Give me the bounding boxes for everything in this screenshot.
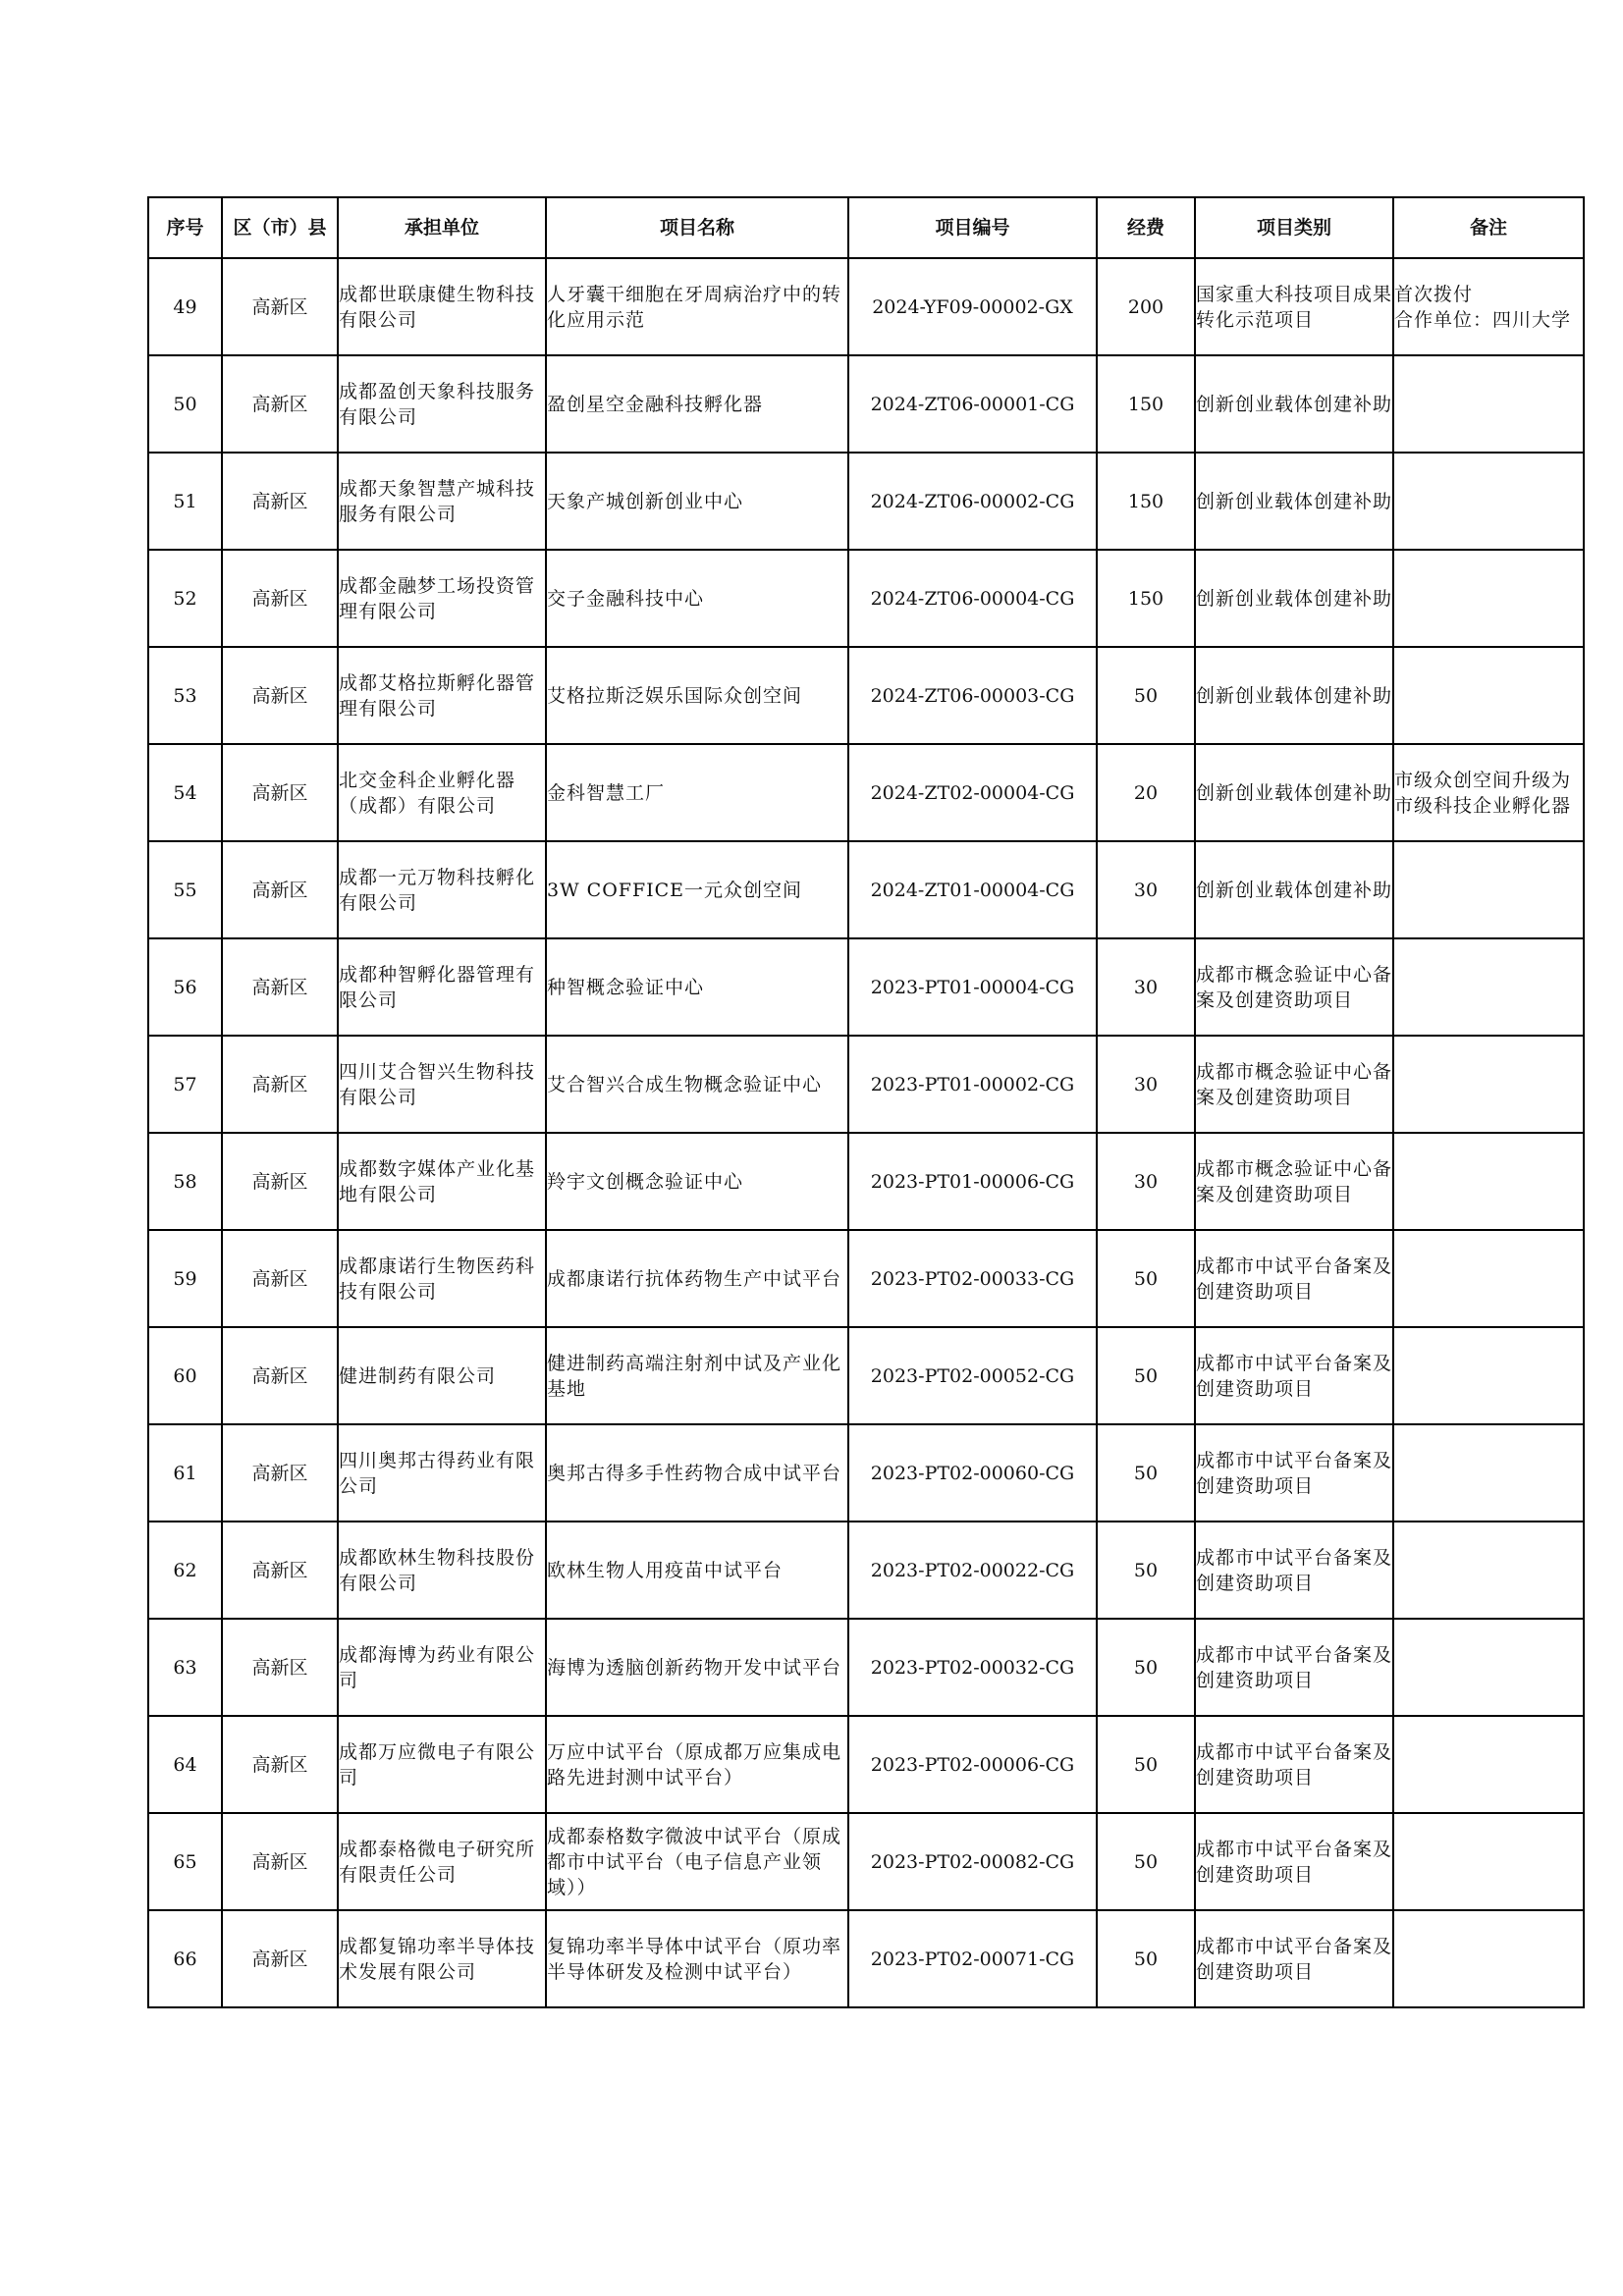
table-row	[148, 938, 1584, 1036]
cell-district: 高新区	[222, 1716, 338, 1813]
table-row	[148, 1230, 1584, 1327]
cell-project-code: 2023-PT01-00002-CG	[848, 1036, 1097, 1133]
cell-district: 高新区	[222, 1619, 338, 1716]
cell-seq: 62	[148, 1522, 222, 1619]
cell-remark	[1393, 1910, 1584, 2007]
cell-project-name: 种智概念验证中心	[546, 938, 848, 1036]
cell-remark	[1393, 1716, 1584, 1813]
cell-category: 成都市中试平台备案及创建资助项目	[1195, 1619, 1393, 1716]
cell-remark	[1393, 1327, 1584, 1424]
table-row	[148, 1133, 1584, 1230]
cell-project-name: 成都康诺行抗体药物生产中试平台	[546, 1230, 848, 1327]
cell-category: 成都市概念验证中心备案及创建资助项目	[1195, 938, 1393, 1036]
cell-fund: 50	[1097, 1424, 1195, 1522]
cell-seq: 59	[148, 1230, 222, 1327]
cell-project-code: 2023-PT02-00033-CG	[848, 1230, 1097, 1327]
cell-district: 高新区	[222, 355, 338, 453]
cell-project-code: 2023-PT02-00006-CG	[848, 1716, 1097, 1813]
cell-remark	[1393, 1522, 1584, 1619]
cell-unit: 北交金科企业孵化器（成都）有限公司	[338, 744, 546, 841]
cell-project-name: 健进制药高端注射剂中试及产业化基地	[546, 1327, 848, 1424]
cell-seq: 55	[148, 841, 222, 938]
cell-project-name: 人牙囊干细胞在牙周病治疗中的转化应用示范	[546, 258, 848, 355]
cell-unit: 成都种智孵化器管理有限公司	[338, 938, 546, 1036]
cell-unit: 成都万应微电子有限公司	[338, 1716, 546, 1813]
header-category: 项目类别	[1195, 197, 1393, 258]
cell-category: 创新创业载体创建补助	[1195, 550, 1393, 647]
cell-seq: 64	[148, 1716, 222, 1813]
table-row	[148, 355, 1584, 453]
cell-project-name: 海博为透脑创新药物开发中试平台	[546, 1619, 848, 1716]
cell-unit: 成都复锦功率半导体技术发展有限公司	[338, 1910, 546, 2007]
cell-category: 创新创业载体创建补助	[1195, 647, 1393, 744]
cell-fund: 50	[1097, 1230, 1195, 1327]
cell-unit: 健进制药有限公司	[338, 1327, 546, 1424]
cell-remark	[1393, 550, 1584, 647]
cell-category: 创新创业载体创建补助	[1195, 355, 1393, 453]
header-remark: 备注	[1393, 197, 1584, 258]
cell-fund: 200	[1097, 258, 1195, 355]
cell-unit: 成都艾格拉斯孵化器管理有限公司	[338, 647, 546, 744]
cell-remark: 首次拨付 合作单位：四川大学	[1393, 258, 1584, 355]
cell-fund: 30	[1097, 1036, 1195, 1133]
cell-district: 高新区	[222, 1522, 338, 1619]
cell-project-code: 2023-PT02-00032-CG	[848, 1619, 1097, 1716]
cell-fund: 30	[1097, 1133, 1195, 1230]
cell-unit: 成都欧林生物科技股份有限公司	[338, 1522, 546, 1619]
cell-district: 高新区	[222, 1133, 338, 1230]
header-district: 区（市）县	[222, 197, 338, 258]
table-row	[148, 1327, 1584, 1424]
cell-district: 高新区	[222, 1910, 338, 2007]
cell-project-code: 2024-ZT06-00001-CG	[848, 355, 1097, 453]
cell-unit: 成都海博为药业有限公司	[338, 1619, 546, 1716]
cell-project-code: 2023-PT01-00006-CG	[848, 1133, 1097, 1230]
table-row	[148, 550, 1584, 647]
cell-district: 高新区	[222, 453, 338, 550]
table-body	[148, 258, 1584, 2007]
cell-district: 高新区	[222, 1813, 338, 1910]
cell-district: 高新区	[222, 1424, 338, 1522]
table-row	[148, 453, 1584, 550]
cell-unit: 成都数字媒体产业化基地有限公司	[338, 1133, 546, 1230]
cell-project-code: 2024-ZT01-00004-CG	[848, 841, 1097, 938]
cell-project-name: 复锦功率半导体中试平台（原功率半导体研发及检测中试平台）	[546, 1910, 848, 2007]
cell-category: 成都市中试平台备案及创建资助项目	[1195, 1910, 1393, 2007]
cell-unit: 成都金融梦工场投资管理有限公司	[338, 550, 546, 647]
cell-category: 成都市中试平台备案及创建资助项目	[1195, 1230, 1393, 1327]
cell-seq: 61	[148, 1424, 222, 1522]
cell-project-name: 奥邦古得多手性药物合成中试平台	[546, 1424, 848, 1522]
table-row	[148, 1522, 1584, 1619]
cell-district: 高新区	[222, 1036, 338, 1133]
cell-project-code: 2023-PT01-00004-CG	[848, 938, 1097, 1036]
cell-project-name: 欧林生物人用疫苗中试平台	[546, 1522, 848, 1619]
table-row	[148, 1813, 1584, 1910]
cell-remark: 市级众创空间升级为市级科技企业孵化器	[1393, 744, 1584, 841]
cell-project-name: 交子金融科技中心	[546, 550, 848, 647]
cell-seq: 54	[148, 744, 222, 841]
cell-fund: 50	[1097, 1327, 1195, 1424]
cell-seq: 60	[148, 1327, 222, 1424]
cell-project-code: 2024-ZT06-00003-CG	[848, 647, 1097, 744]
cell-seq: 53	[148, 647, 222, 744]
cell-district: 高新区	[222, 550, 338, 647]
cell-category: 国家重大科技项目成果转化示范项目	[1195, 258, 1393, 355]
cell-category: 创新创业载体创建补助	[1195, 744, 1393, 841]
cell-remark	[1393, 938, 1584, 1036]
cell-district: 高新区	[222, 258, 338, 355]
table-row	[148, 744, 1584, 841]
cell-remark	[1393, 647, 1584, 744]
cell-seq: 51	[148, 453, 222, 550]
cell-unit: 成都世联康健生物科技有限公司	[338, 258, 546, 355]
cell-seq: 58	[148, 1133, 222, 1230]
table-row	[148, 1910, 1584, 2007]
table-row	[148, 1036, 1584, 1133]
cell-fund: 50	[1097, 1716, 1195, 1813]
cell-unit: 成都一元万物科技孵化有限公司	[338, 841, 546, 938]
cell-seq: 66	[148, 1910, 222, 2007]
cell-fund: 20	[1097, 744, 1195, 841]
cell-fund: 150	[1097, 550, 1195, 647]
table-row	[148, 258, 1584, 355]
cell-unit: 四川奥邦古得药业有限公司	[338, 1424, 546, 1522]
cell-project-name: 艾合智兴合成生物概念验证中心	[546, 1036, 848, 1133]
cell-project-code: 2023-PT02-00052-CG	[848, 1327, 1097, 1424]
cell-category: 成都市概念验证中心备案及创建资助项目	[1195, 1036, 1393, 1133]
cell-unit: 四川艾合智兴生物科技有限公司	[338, 1036, 546, 1133]
cell-category: 成都市中试平台备案及创建资助项目	[1195, 1522, 1393, 1619]
cell-project-name: 羚宇文创概念验证中心	[546, 1133, 848, 1230]
cell-remark	[1393, 1036, 1584, 1133]
cell-district: 高新区	[222, 744, 338, 841]
cell-project-code: 2023-PT02-00082-CG	[848, 1813, 1097, 1910]
cell-seq: 49	[148, 258, 222, 355]
cell-seq: 63	[148, 1619, 222, 1716]
cell-category: 成都市中试平台备案及创建资助项目	[1195, 1716, 1393, 1813]
cell-remark	[1393, 1619, 1584, 1716]
table-row	[148, 841, 1584, 938]
cell-fund: 50	[1097, 647, 1195, 744]
table-row	[148, 1716, 1584, 1813]
header-unit: 承担单位	[338, 197, 546, 258]
project-table	[147, 196, 1585, 2008]
cell-unit: 成都泰格微电子研究所有限责任公司	[338, 1813, 546, 1910]
cell-remark	[1393, 1133, 1584, 1230]
header-seq: 序号	[148, 197, 222, 258]
cell-fund: 50	[1097, 1813, 1195, 1910]
cell-fund: 50	[1097, 1619, 1195, 1716]
cell-remark	[1393, 1813, 1584, 1910]
cell-seq: 50	[148, 355, 222, 453]
cell-seq: 56	[148, 938, 222, 1036]
cell-category: 成都市中试平台备案及创建资助项目	[1195, 1424, 1393, 1522]
cell-project-code: 2023-PT02-00071-CG	[848, 1910, 1097, 2007]
cell-unit: 成都康诺行生物医药科技有限公司	[338, 1230, 546, 1327]
header-project-name: 项目名称	[546, 197, 848, 258]
cell-fund: 30	[1097, 841, 1195, 938]
cell-fund: 50	[1097, 1910, 1195, 2007]
cell-project-name: 3W COFFICE一元众创空间	[546, 841, 848, 938]
cell-district: 高新区	[222, 938, 338, 1036]
header-fund: 经费	[1097, 197, 1195, 258]
table-row	[148, 647, 1584, 744]
cell-remark	[1393, 355, 1584, 453]
cell-seq: 57	[148, 1036, 222, 1133]
cell-unit: 成都盈创天象科技服务有限公司	[338, 355, 546, 453]
cell-remark	[1393, 453, 1584, 550]
cell-project-code: 2023-PT02-00060-CG	[848, 1424, 1097, 1522]
cell-seq: 65	[148, 1813, 222, 1910]
cell-unit: 成都天象智慧产城科技服务有限公司	[338, 453, 546, 550]
cell-project-code: 2024-YF09-00002-GX	[848, 258, 1097, 355]
cell-category: 成都市概念验证中心备案及创建资助项目	[1195, 1133, 1393, 1230]
header-row	[148, 197, 1584, 258]
cell-project-name: 金科智慧工厂	[546, 744, 848, 841]
cell-project-code: 2024-ZT06-00004-CG	[848, 550, 1097, 647]
cell-category: 成都市中试平台备案及创建资助项目	[1195, 1813, 1393, 1910]
table-row	[148, 1619, 1584, 1716]
cell-district: 高新区	[222, 647, 338, 744]
cell-district: 高新区	[222, 841, 338, 938]
cell-project-name: 盈创星空金融科技孵化器	[546, 355, 848, 453]
cell-category: 创新创业载体创建补助	[1195, 453, 1393, 550]
cell-category: 成都市中试平台备案及创建资助项目	[1195, 1327, 1393, 1424]
cell-fund: 30	[1097, 938, 1195, 1036]
cell-project-name: 天象产城创新创业中心	[546, 453, 848, 550]
cell-project-code: 2023-PT02-00022-CG	[848, 1522, 1097, 1619]
cell-remark	[1393, 1230, 1584, 1327]
cell-fund: 50	[1097, 1522, 1195, 1619]
cell-project-code: 2024-ZT02-00004-CG	[848, 744, 1097, 841]
header-project-code: 项目编号	[848, 197, 1097, 258]
cell-remark	[1393, 841, 1584, 938]
cell-project-name: 万应中试平台（原成都万应集成电路先进封测中试平台）	[546, 1716, 848, 1813]
cell-fund: 150	[1097, 355, 1195, 453]
cell-seq: 52	[148, 550, 222, 647]
cell-category: 创新创业载体创建补助	[1195, 841, 1393, 938]
cell-district: 高新区	[222, 1327, 338, 1424]
cell-district: 高新区	[222, 1230, 338, 1327]
cell-project-code: 2024-ZT06-00002-CG	[848, 453, 1097, 550]
table-row	[148, 1424, 1584, 1522]
cell-project-name: 艾格拉斯泛娱乐国际众创空间	[546, 647, 848, 744]
cell-remark	[1393, 1424, 1584, 1522]
cell-fund: 150	[1097, 453, 1195, 550]
cell-project-name: 成都泰格数字微波中试平台（原成都市中试平台（电子信息产业领域））	[546, 1813, 848, 1910]
